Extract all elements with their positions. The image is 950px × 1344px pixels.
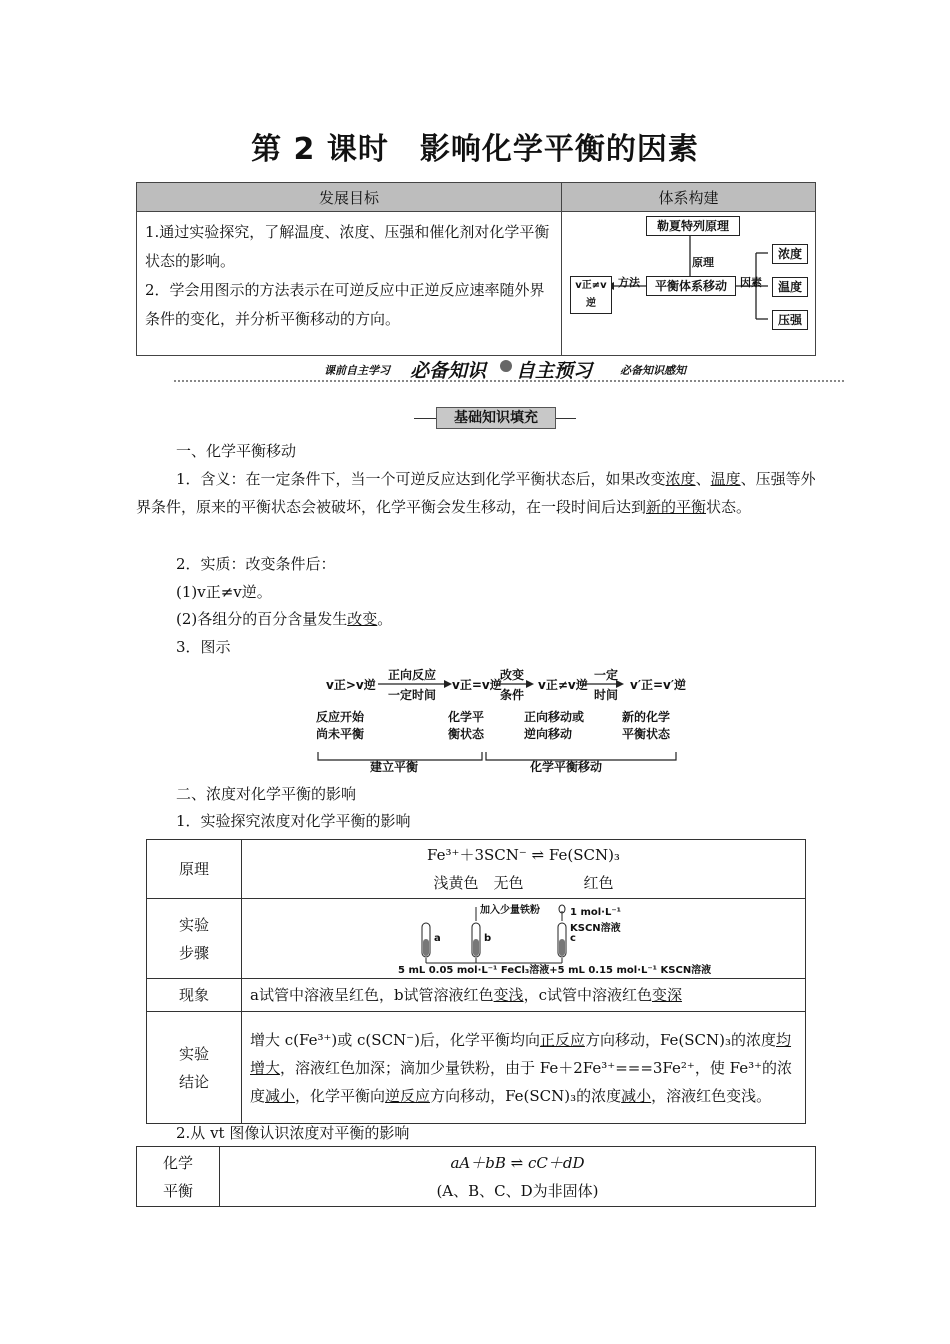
- arr2-bot: 条件: [500, 688, 525, 702]
- solution-label: 5 mL 0.05 mol·L⁻¹ FeCl₃溶液+5 mL 0.15 mol·L⁻¹ KSCN溶液: [398, 965, 712, 976]
- p1b: 、: [695, 470, 711, 488]
- goal-1: 1.通过实验探究，了解温度、浓度、压强和催化剂对化学平衡状态的影响。: [145, 223, 550, 270]
- section-title: 基础知识填充: [436, 407, 556, 429]
- kscn-label-2: KSCN溶液: [570, 923, 621, 934]
- exp-r1: 原理: [147, 840, 242, 899]
- c3: ，溶液红色加深；滴加少量铁粉，由于 Fe＋2Fe³⁺===3Fe²⁺，使 Fe³⁺的浓度: [250, 1058, 792, 1105]
- exp-r4: [147, 1012, 242, 1124]
- p4a: (2)各组分的百分含量发生: [176, 610, 348, 628]
- state-1a: 反应开始: [316, 710, 365, 724]
- state-4b: 平衡状态: [622, 727, 671, 741]
- c1: 增大 c(Fe³⁺)或 c(SCN⁻)后，化学平衡均向: [250, 1030, 540, 1049]
- section-banner: [174, 358, 844, 384]
- s1-p2: 2．实质：改变条件后：: [176, 555, 336, 573]
- equilibrium-table: [136, 1146, 816, 1207]
- s2-sub1: 1．实验探究浓度对化学平衡的影响: [176, 812, 411, 830]
- factor-pressure: 压强: [772, 310, 808, 330]
- s1-p5: 3．图示: [176, 638, 231, 656]
- cu5: 减小: [621, 1086, 652, 1105]
- arr2-top: 改变: [500, 668, 525, 682]
- factor-label: 因素: [740, 276, 762, 289]
- exp-colors: 浅黄色 无色 红色: [433, 874, 614, 892]
- p1u2: 温度: [710, 470, 741, 488]
- phu2: 变深: [651, 986, 682, 1004]
- p1d: 状态。: [706, 498, 752, 516]
- bal-r1b: 平衡: [162, 1181, 193, 1200]
- goals-text: [137, 212, 562, 356]
- factor-concentration: 浓度: [772, 244, 808, 264]
- p1u3: 新的平衡: [646, 498, 707, 516]
- state-2a: 化学平: [448, 710, 485, 724]
- experiment-table: [146, 839, 806, 1124]
- goals-header: 发展目标: [137, 183, 562, 212]
- ph2: ，c试管中溶液红色: [523, 986, 652, 1004]
- flow-a: v正>v逆: [326, 678, 376, 692]
- exp-conclusion: [242, 1012, 806, 1124]
- arr3-top: 一定: [594, 668, 619, 682]
- s2-sub2: 2.从 vt 图像认识浓度对平衡的影响: [176, 1124, 410, 1142]
- exp-steps: [242, 899, 806, 979]
- exp-r4b: 结论: [178, 1072, 209, 1091]
- state-3b: 逆向移动: [524, 727, 573, 741]
- exp-eq: Fe³⁺＋3SCN⁻ ⇌ Fe(SCN)₃: [427, 846, 620, 864]
- arr3-bot: 时间: [594, 688, 619, 702]
- tube-c: c: [570, 933, 576, 944]
- exp-r2: [147, 899, 242, 979]
- ph1: a试管中溶液呈红色，b试管溶液红色: [250, 986, 494, 1004]
- iron-label: 加入少量铁粉: [480, 905, 540, 916]
- goal-2: 2．学会用图示的方法表示在可逆反应中正逆反应速率随外界条件的变化，并分析平衡移动的方向。: [145, 281, 545, 328]
- s2-heading: 二、浓度对化学平衡的影响: [176, 785, 357, 803]
- flow-b: v正=v逆: [452, 678, 502, 692]
- p4b: 。: [377, 610, 393, 628]
- kscn-label-1: 1 mol·L⁻¹: [570, 907, 621, 918]
- bal-eq: aA＋bB ⇌ cC＋dD: [450, 1153, 585, 1172]
- exp-r4a: 实验: [178, 1044, 209, 1063]
- exp-phenomenon: [242, 979, 806, 1012]
- cu1: 正反应: [539, 1030, 585, 1049]
- cu2: 均增大: [250, 1030, 792, 1077]
- flow-c: v正≠v逆: [538, 678, 588, 692]
- c2: 方向移动，Fe(SCN)₃的浓度: [584, 1030, 777, 1049]
- banner-main-1: 必备知识: [410, 360, 487, 382]
- c5: 方向移动，Fe(SCN)₃的浓度: [430, 1086, 622, 1105]
- c4: ，化学平衡向: [295, 1086, 386, 1105]
- arr1-bot: 一定时间: [388, 688, 437, 702]
- bracket-2: 化学平衡移动: [530, 760, 603, 774]
- phu1: 变浅: [493, 986, 524, 1004]
- s1-p4: [176, 605, 856, 633]
- exp-r3: 现象: [147, 979, 242, 1012]
- tube-a: a: [434, 933, 441, 944]
- bal-r1: [137, 1147, 220, 1207]
- core-box: 平衡体系移动: [646, 276, 736, 296]
- banner-main-2: 自主预习: [516, 360, 593, 382]
- cu4: 逆反应: [385, 1086, 431, 1105]
- section-title-box: [414, 407, 576, 429]
- bal-note: (A、B、C、D为非固体): [436, 1181, 599, 1200]
- s1-p3: (1)v正≠v逆。: [176, 583, 272, 601]
- c6: ，溶液红色变浅。: [651, 1086, 772, 1105]
- p1c: 、压强等外界条件，原来的平衡状态会被破坏，化学平衡会发生移动，在一段时间后达到: [136, 470, 816, 516]
- principle-box: 勒夏特列原理: [646, 216, 740, 236]
- banner-right: 必备知识感知: [620, 364, 686, 377]
- bal-r1a: 化学: [162, 1153, 193, 1172]
- principle-label: 原理: [692, 256, 714, 269]
- page-title: 第 2 课时 影响化学平衡的因素: [251, 132, 699, 167]
- arr1-top: 正向反应: [388, 668, 437, 682]
- state-4a: 新的化学: [622, 710, 671, 724]
- factor-temperature: 温度: [772, 277, 808, 297]
- tube-b: b: [484, 933, 492, 944]
- exp-principle: [242, 840, 806, 899]
- method-label: 方法: [618, 276, 640, 289]
- system-header: 体系构建: [562, 183, 816, 212]
- banner-dot-icon: [500, 360, 512, 372]
- s1-heading: 一、化学平衡移动: [176, 442, 297, 460]
- banner-left: 课前自主学习: [324, 364, 390, 377]
- p1a: 1．含义：在一定条件下，当一个可逆反应达到化学平衡状态后，如果改变: [176, 470, 666, 488]
- exp-r2a: 实验: [178, 915, 209, 934]
- p4u: 改变: [347, 610, 378, 628]
- p1u1: 浓度: [665, 470, 696, 488]
- cu3: 减小: [265, 1086, 296, 1105]
- s1-p1: [136, 465, 816, 521]
- banner-rule: [174, 380, 844, 382]
- state-3a: 正向移动或: [524, 710, 585, 724]
- flow-d: v′正=v′逆: [630, 678, 687, 692]
- bracket-1: 建立平衡: [370, 760, 419, 774]
- exp-r2b: 步骤: [178, 943, 209, 962]
- state-1b: 尚未平衡: [316, 727, 365, 741]
- state-2b: 衡状态: [448, 727, 485, 741]
- left-box: v正≠v逆: [570, 276, 612, 314]
- bal-content: [220, 1147, 816, 1207]
